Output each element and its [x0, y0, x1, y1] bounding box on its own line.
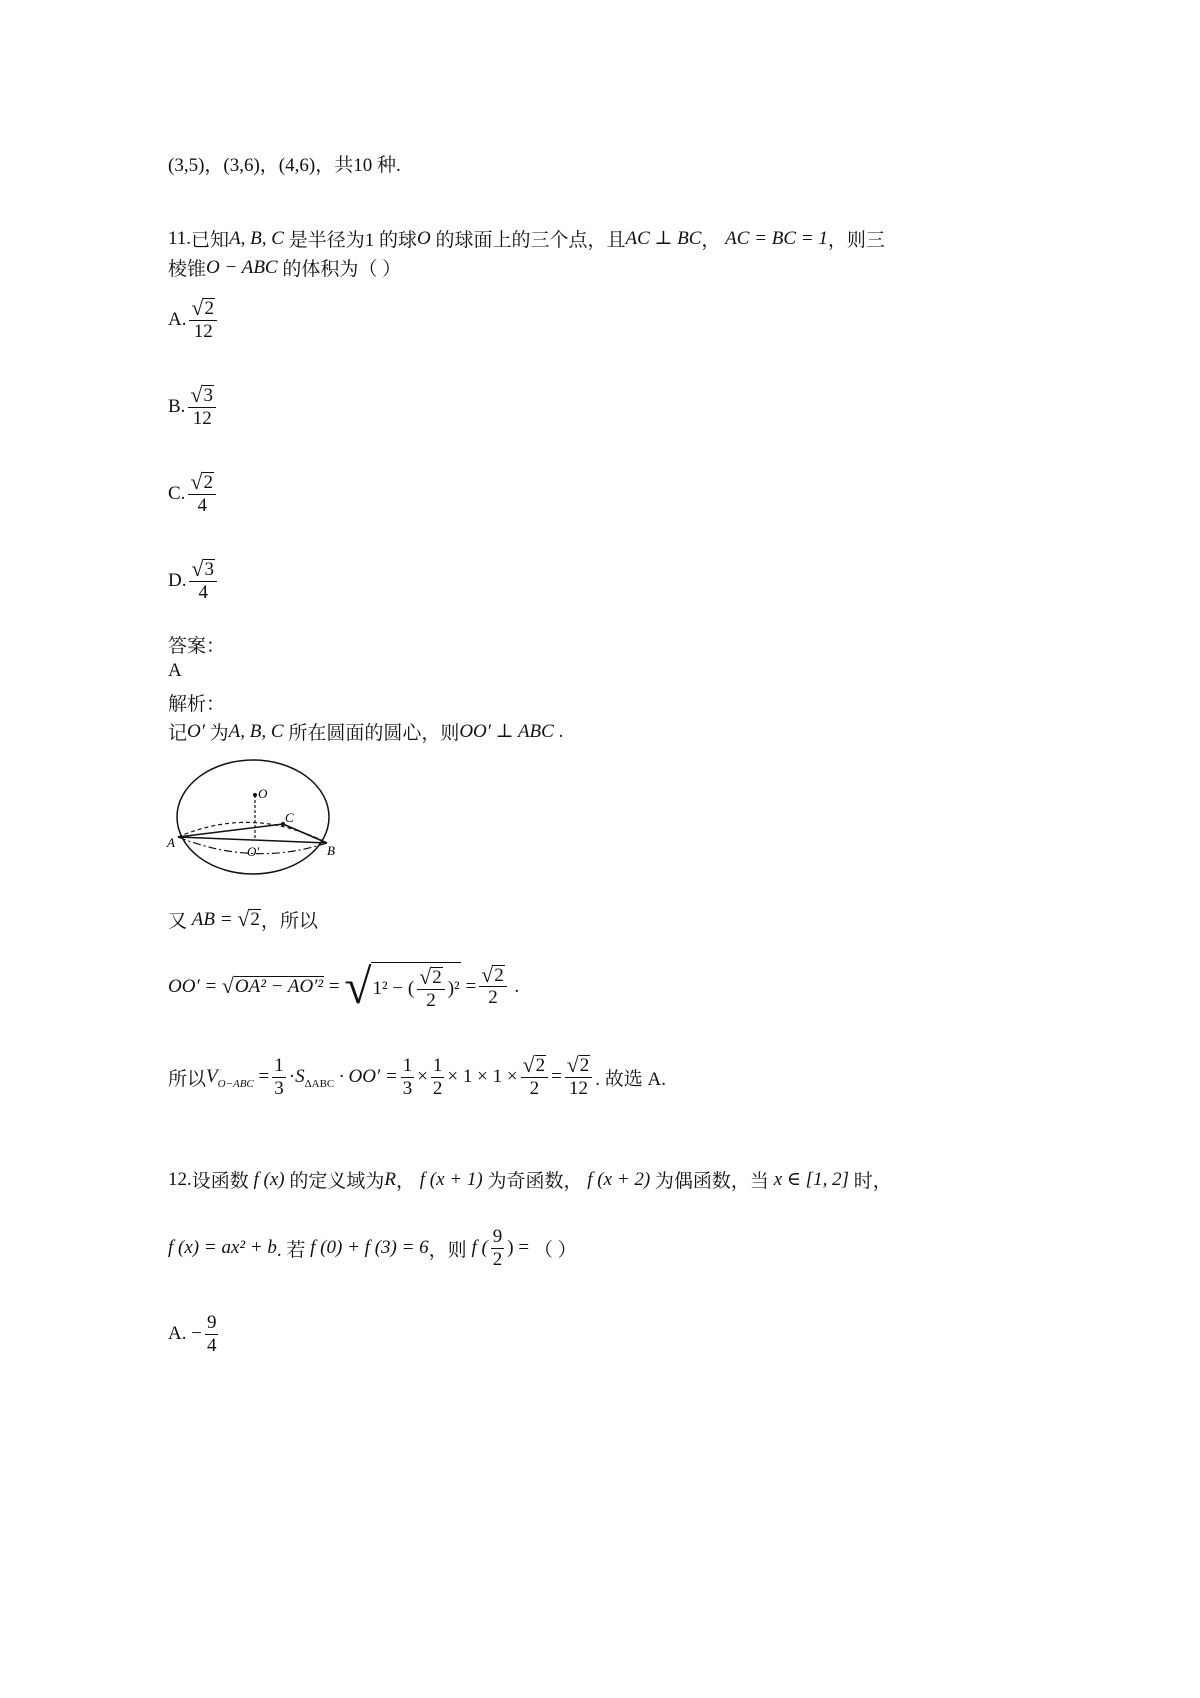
text: 的定义域为 — [289, 1171, 385, 1192]
sqrt-icon: √ — [221, 973, 234, 998]
math: = — [465, 975, 477, 997]
numerator: 1 — [402, 1055, 413, 1077]
math: × — [417, 1066, 428, 1088]
q11-stem-line2 — [168, 254, 401, 281]
sqrt-icon: √ — [191, 296, 204, 321]
radicand: 3 — [204, 559, 214, 580]
option-label: A. — [168, 1323, 187, 1345]
denominator: 3 — [402, 1077, 413, 1099]
text: 又 — [168, 911, 188, 932]
math: OO′ = — [168, 975, 218, 997]
analysis-line1 — [168, 718, 563, 745]
sqrt-icon: √ — [522, 1053, 535, 1078]
analysis-line4 — [168, 1055, 666, 1100]
segment-ab — [178, 837, 327, 843]
sqrt-icon: √ — [481, 962, 494, 987]
denominator: 2 — [432, 1077, 443, 1099]
numerator: 1 — [432, 1055, 443, 1077]
option-label: B. — [168, 396, 186, 418]
text: 已知 — [191, 230, 230, 251]
denominator: 2 — [426, 989, 436, 1011]
denominator: 2 — [492, 1248, 503, 1270]
text: 记 — [168, 723, 188, 744]
math: − — [191, 1323, 202, 1345]
text: . 若 — [276, 1239, 306, 1261]
q-number: 11. — [168, 227, 192, 249]
radicand: 2 — [432, 967, 442, 988]
radicand: 2 — [204, 298, 214, 319]
text: 为 — [209, 723, 229, 744]
radicand: OA² − AO′² — [234, 975, 324, 997]
radicand: 2 — [494, 964, 504, 986]
math: ΔABC — [304, 1078, 335, 1091]
math: = — [258, 1066, 270, 1088]
radicand: 2 — [203, 472, 213, 493]
math: O′ — [187, 720, 205, 742]
math: = — [328, 975, 340, 997]
math: ) = — [507, 1237, 530, 1259]
option-label: C. — [168, 483, 186, 505]
analysis-label: 解析： — [168, 694, 226, 715]
math: AC ⊥ BC — [625, 228, 702, 249]
text: ， — [396, 1171, 416, 1192]
denominator: 2 — [529, 1077, 540, 1099]
text: 棱锥 — [168, 259, 207, 280]
label-b: B — [327, 843, 335, 858]
q11-stem-line1 — [168, 225, 885, 252]
math: V — [206, 1066, 218, 1088]
analysis-line3 — [168, 959, 520, 1015]
math: O — [416, 227, 431, 249]
analysis-line2 — [168, 906, 318, 933]
text: 所在圆面的圆心，则 — [288, 723, 460, 744]
sqrt-icon: √ — [419, 965, 432, 990]
math: O−ABC — [217, 1078, 254, 1091]
denominator: 12 — [193, 320, 213, 342]
math: × 1 × 1 × — [447, 1066, 518, 1088]
denominator: 4 — [197, 494, 207, 516]
sqrt-icon: √ — [191, 557, 204, 582]
numerator: 1 — [274, 1055, 284, 1077]
label-o-prime: O′ — [247, 844, 260, 859]
text: . 故选 A. — [595, 1068, 667, 1090]
radicand: 3 — [203, 385, 213, 406]
text: 是半径为1 的球 — [288, 230, 417, 251]
q12-option-a[interactable] — [168, 1312, 221, 1357]
radicand: 2 — [250, 908, 260, 930]
text: ，则三 — [827, 230, 885, 251]
math: . — [514, 975, 520, 997]
math: · OO′ = — [339, 1066, 398, 1088]
option-a[interactable] — [168, 298, 220, 343]
text: . — [558, 720, 564, 742]
math: f (x + 2) — [587, 1168, 651, 1190]
text: ，则 — [428, 1239, 467, 1261]
sqrt-icon: √ — [566, 1053, 579, 1078]
denominator: 2 — [488, 987, 498, 1009]
radicand: 2 — [579, 1055, 590, 1076]
label-c: C — [285, 810, 294, 825]
text: ， — [701, 230, 721, 251]
radicand: 2 — [535, 1055, 546, 1076]
text: 所以 — [168, 1068, 207, 1090]
option-b[interactable] — [168, 385, 219, 430]
math: f (x + 1) — [419, 1168, 483, 1190]
math: x ∈ [1, 2] — [773, 1169, 849, 1190]
option-d[interactable] — [168, 559, 220, 604]
math: A, B, C — [229, 227, 284, 249]
math: f (x) = ax² + b — [168, 1237, 277, 1259]
text: 的体积为（ ） — [282, 259, 402, 280]
denominator: 12 — [192, 407, 212, 429]
math: A, B, C — [228, 720, 284, 742]
math: · — [288, 1066, 296, 1088]
text: 为奇函数， — [487, 1171, 583, 1192]
label-o: O — [258, 786, 268, 801]
math: 1² − ( — [372, 977, 415, 999]
denominator: 3 — [274, 1077, 284, 1099]
sphere-figure — [165, 755, 365, 880]
math: AC = BC = 1 — [725, 227, 828, 249]
option-label: D. — [168, 570, 187, 592]
segment-cb — [283, 824, 327, 843]
answer-label: 答案： — [168, 636, 226, 657]
option-c[interactable] — [168, 472, 219, 517]
sqrt-icon: √ — [237, 906, 250, 931]
math: f (0) + f (3) = 6 — [310, 1237, 429, 1259]
answer-value: A — [168, 660, 182, 681]
sqrt-icon: √ — [344, 959, 372, 1015]
math: S — [295, 1066, 305, 1088]
text: 设函数 — [191, 1171, 249, 1192]
sqrt-icon: √ — [190, 470, 203, 495]
math: f (x) — [253, 1168, 285, 1190]
math: f ( — [471, 1237, 488, 1259]
q10-tail: (3,5)，(3,6)，(4,6)，共10 种. — [168, 155, 401, 176]
q12-stem-line2 — [168, 1226, 577, 1271]
option-label: A. — [168, 309, 187, 331]
denominator: 12 — [569, 1077, 589, 1099]
math: O − ABC — [206, 256, 278, 278]
denominator: 4 — [198, 581, 208, 603]
text: 时， — [853, 1171, 892, 1192]
text: ，所以 — [260, 911, 318, 932]
math: OO′ ⊥ ABC — [459, 721, 554, 742]
label-a: A — [167, 835, 175, 850]
numerator: 9 — [206, 1312, 217, 1333]
math: AB = — [191, 908, 233, 930]
text: （ ） — [533, 1239, 577, 1261]
q12-stem-line1 — [168, 1166, 892, 1193]
math: = — [551, 1066, 562, 1088]
math: )² — [447, 977, 460, 999]
text: 的球面上的三个点，且 — [435, 230, 626, 251]
denominator: 4 — [206, 1334, 217, 1356]
q-number: 12. — [168, 1168, 192, 1190]
text: 为偶函数，当 — [654, 1171, 769, 1192]
math: R — [384, 1168, 397, 1190]
sqrt-icon: √ — [190, 383, 203, 408]
numerator: 9 — [492, 1226, 503, 1247]
